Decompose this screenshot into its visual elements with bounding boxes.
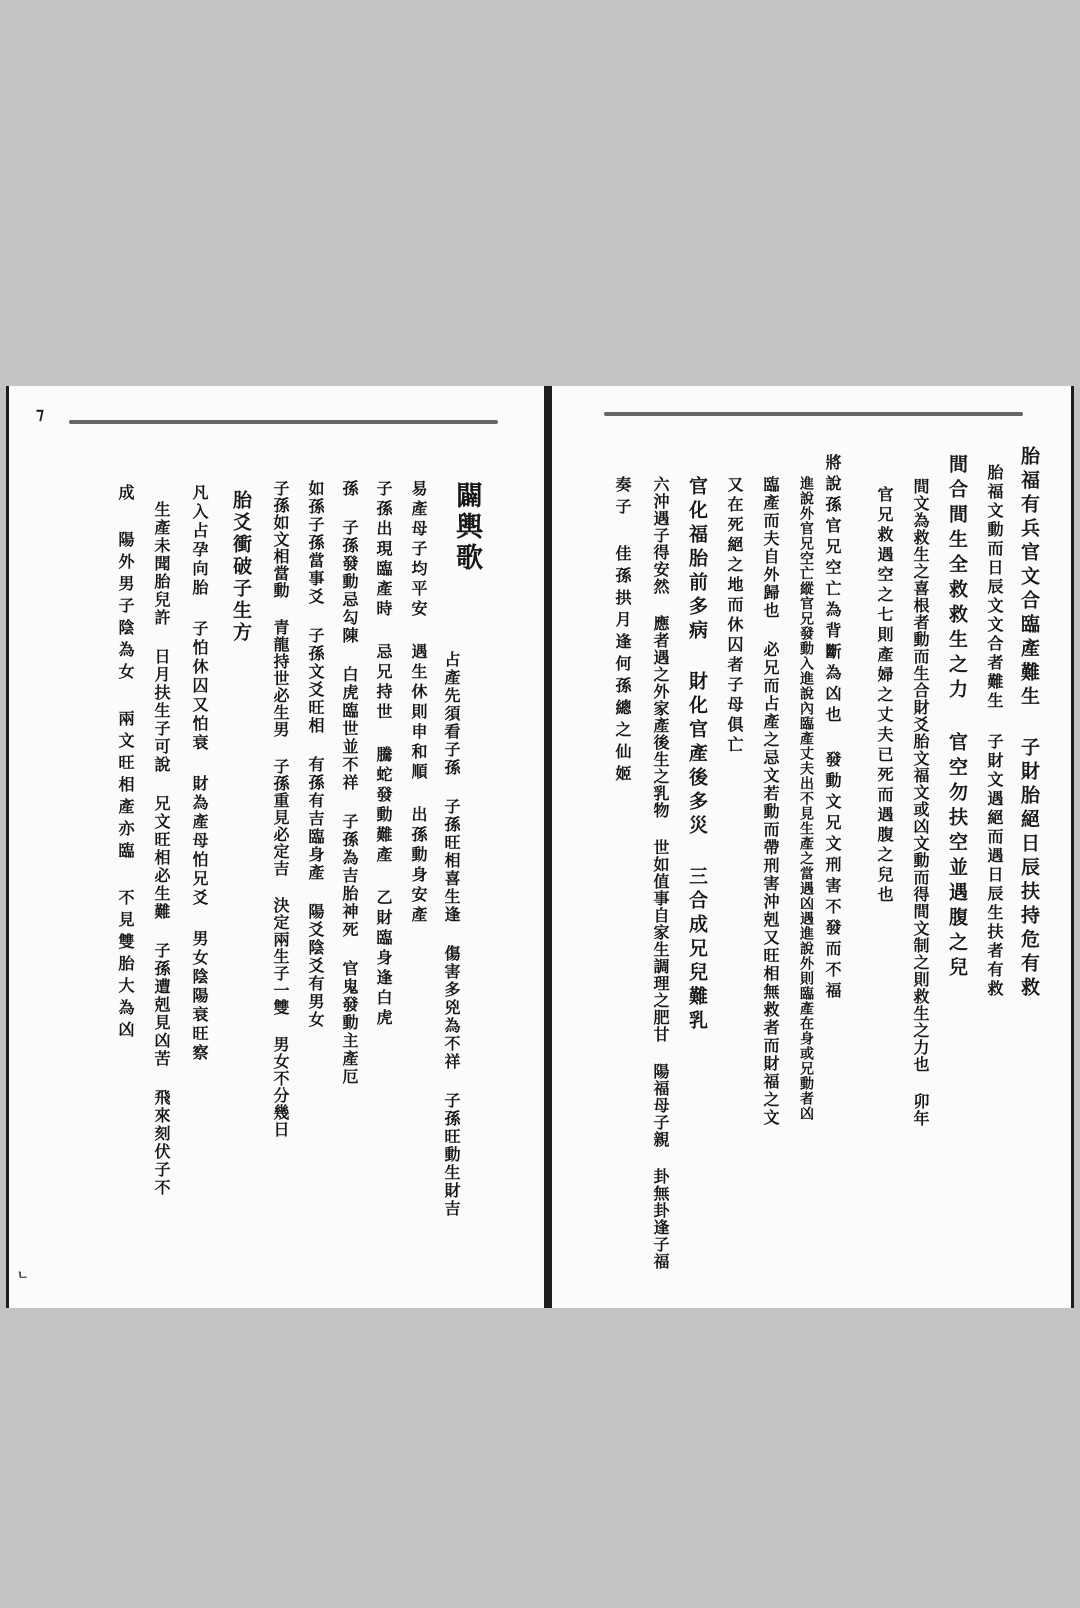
text-column: 成 陽外男子陰為女 兩文旺相產亦臨 不見雙胎大為凶 (116, 484, 135, 1043)
text-column: 子孫如文相當動 青龍持世必生男 子孫重見必定吉 決定兩生子一雙 男女不分幾日 (271, 480, 290, 1138)
top-rule (604, 412, 1023, 416)
text-column: 凡入占孕向胎 子怕休囚又怕衰 財為產母怕兄爻 男女陰陽衰旺察 (190, 484, 209, 1063)
text-column: 子孫出現臨產時 忌兄持世 騰蛇發動難產 乙財臨身逢白虎 (374, 480, 393, 1029)
text-column: 官兄救遇空之七則產婦之丈夫已死而遇腹之兒也 (875, 486, 894, 906)
book-spread (6, 386, 1074, 1308)
text-column: 官化福胎前多病 財化官產後多災 三合成兄兒難乳 (686, 476, 708, 1034)
text-column: 進說外官兄空亡縱官兄發動入進說內臨產丈夫出不見生產之當遇凶遇進說外則臨產在身或兄動者凶 (798, 476, 814, 1121)
text-column: 如孫子孫當事爻 子孫文爻旺相 有孫有吉臨身產 陽爻陰爻有男女 (306, 480, 325, 1029)
text-column: 奏子 佳孫拱月逢何孫總之仙姬 (613, 476, 632, 787)
text-column: 胎爻衝破子生方 (230, 490, 252, 644)
poem-title: 闢輿歌 (451, 481, 482, 574)
text-column: 孫 子孫發動忌勾陳 白虎臨世並不祥 子孫為吉胎神死 官鬼發動主產厄 (340, 480, 359, 1086)
text-column: 臨產而夫自外歸也 必兄而占產之忌文若動而帶刑害沖剋又旺相無救者而財福之文 (761, 476, 780, 1127)
text-column: 胎福文動而日辰文文合者難生 子財文遇絕而遇日辰生扶者有救 (985, 464, 1004, 999)
bottom-mark: ㄴ (17, 1268, 29, 1282)
corner-mark: ⁊ (36, 404, 44, 423)
left-page (9, 386, 544, 1308)
text-column: 易產母子均平安 遇生休則申和順 出孫動身安產 (409, 480, 428, 926)
text-column: 又在死絕之地而休囚者子母俱亡 (725, 476, 744, 756)
text-column: 間合間生全救救生之力 官空勿扶空並遇腹之兒 (946, 454, 968, 982)
text-column: 將說孫官兄空亡為背斷為凶也 發動文兄文刑害不發而不福 (823, 454, 842, 1003)
text-column: 生產未聞胎兒許 日月扶生子可說 兄文旺相必生難 子孫遭剋見凶苦 飛來刻伏子不 (152, 501, 171, 1197)
top-rule (69, 420, 498, 424)
text-column: 胎福有兵官文合臨產難生 子財胎絕日辰扶持危有救 (1018, 446, 1040, 1001)
text-column: 六沖遇子得安然 應者遇之外家產後生之乳物 世如值事自家生調理之肥甘 陽福母子親 卦無卦逢子福 (651, 476, 670, 1270)
right-page (552, 386, 1071, 1308)
text-column: 占產先須看子孫 子孫旺相喜生逢 傷害多兇為不祥 子孫旺動生財吉 (442, 651, 461, 1218)
text-column: 間文為救生之喜根者動而生合財爻胎文福文或凶文動而得間文制之則救生之力也 卯年 (911, 478, 930, 1127)
